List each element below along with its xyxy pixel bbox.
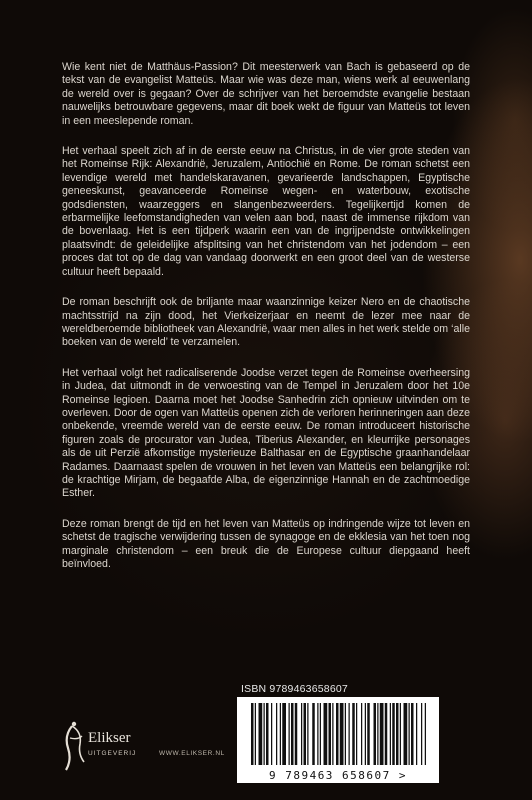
- barcode-bar: [312, 703, 315, 765]
- barcode-bar: [329, 703, 332, 765]
- blurb-paragraph-4: Het verhaal volgt het radicaliserende Joodse verzet tegen de Romeinse overheersing in Judea, dat uitmondt in de verwoesting van de Tempel in Jeruzalem door het 10e Romeinse legioen. Daarna moet het Joodse Sanhedrin zich opnieuw uitvinden om te overleven. Door de ogen van Matteüs openen zich de verloren herinneringen aan deze onbekende, vreemde wereld van de eerste eeuw. De roman introduceert historische figuren zoals de procurator van Judea, Tiberius Alexander, en kleurrijke personages als de uit Perzië afkomstige mysterieuze Balthasar en de Egyptische graanhandelaar Radames. Daarnaast spelen de vrouwen in het leven van Matteüs een belangrijke rol: de krachtige Mirjam, de begaafde Alba, de eigenzinnige Hannah en de zachtmoedige Esther.: [62, 366, 470, 500]
- barcode-bar: [365, 703, 366, 765]
- barcode-bar: [301, 703, 302, 765]
- barcode-bar: [255, 703, 256, 765]
- blurb-paragraph-1: Wie kent niet de Matthäus-Passion? Dit meesterwerk van Bach is gebaseerd op de tekst van de evangelist Matteüs. Maar wie was deze man, wiens werk al eeuwenlang de wereld over is gegaan? Over de schrijver van het beroemdste evangelie bestaan nauwelijks betrouwbare gegevens, maar dit boek wekt de figuur van Matteüs tot leven in een meeslepende roman.: [62, 61, 470, 127]
- barcode-bar: [304, 703, 307, 765]
- barcode-bar: [392, 703, 395, 765]
- barcode-bar: [271, 703, 272, 765]
- barcode-digits: 9 789463 658607 >: [268, 769, 408, 782]
- barcode-bar: [411, 703, 414, 765]
- barcode-bar: [307, 703, 308, 765]
- barcode-bar: [349, 703, 350, 765]
- barcode-bar: [416, 703, 417, 765]
- barcode-bar: [400, 703, 401, 765]
- barcode-bar: [251, 703, 254, 765]
- publisher-name: Elikser: [88, 730, 131, 746]
- barcode-bar: [340, 703, 344, 765]
- barcode-bar: [385, 703, 388, 765]
- barcode-bar: [264, 703, 265, 765]
- barcode-bar: [295, 703, 298, 765]
- barcode-bar: [320, 703, 321, 765]
- barcode-bar: [356, 703, 357, 765]
- barcode-bar: [374, 703, 377, 765]
- barcode-bar: [276, 703, 277, 765]
- barcode-bar: [282, 703, 286, 765]
- barcode-bar: [280, 703, 281, 765]
- barcode-bar: [345, 703, 346, 765]
- barcode-bar: [404, 703, 408, 765]
- barcode-bar: [259, 703, 263, 765]
- barcode-bar: [336, 703, 339, 765]
- barcode-bar: [380, 703, 384, 765]
- barcode-bar: [377, 703, 378, 765]
- barcode-bar: [332, 703, 333, 765]
- barcode-bar: [291, 703, 294, 765]
- barcode-bar: [352, 703, 355, 765]
- barcode-bar: [361, 703, 362, 765]
- publisher-website: WWW.ELIKSER.NL: [159, 750, 225, 757]
- barcode-bar: [396, 703, 399, 765]
- publisher-subtitle: UITGEVERIJ: [88, 750, 137, 757]
- elikser-logo-icon: [60, 718, 150, 778]
- barcode-bar: [425, 703, 426, 765]
- blurb-paragraph-3: De roman beschrijft ook de briljante maar waanzinnige keizer Nero en de chaotische machtsstrijd na zijn dood, het Vierkeizerjaar en neemt de lezer mee naar de wereldberoemde bibliotheek van Alexandrië, waar men alles in het werk stelde om ‘alle boeken van de wereld’ te verzamelen.: [62, 296, 470, 349]
- barcode-bar: [289, 703, 290, 765]
- blurb-paragraph-2: Het verhaal speelt zich af in de eerste eeuw na Christus, in de vier grote steden van het Romeinse Rijk: Alexandrië, Jeruzalem, Antiochië en Rome. De roman schetst een levendige wereld met handelskaravanen, gevarieerde landschappen, Egyptische geneeskunst, geavanceerde Romeinse wegen- en waterbouw, exotische godsdiensten, waarzeggers en slangenbezweerders. Tegelijkertijd komen de erbarmelijke leefomstandigheden van velen aan bod, naast de immense rijkdom van de bovenlaag. Het is een tijdperk waarin een van de ingrijpendste ontwikkelingen plaatsvindt: de geleidelijke afsplitsing van het christendom van het jodendom – een proces dat tot op de dag van vandaag doorwerkt en een groot deel van de westerse cultuur heeft bepaald.: [62, 145, 470, 278]
- barcode-bar: [317, 703, 318, 765]
- barcode-bar: [390, 703, 391, 765]
- barcode-bars: [237, 697, 439, 769]
- isbn-barcode: [237, 697, 439, 783]
- barcode-bar: [324, 703, 328, 765]
- barcode-bar: [409, 703, 410, 765]
- blurb-paragraph-5: Deze roman brengt de tijd en het leven van Matteüs op indringende wijze tot leven en schetst de tragische verwijdering tussen de synagoge en de ekklesia van het toen nog marginale christendom – een breuk die de Europese cultuur diepgaand heeft beïnvloed.: [62, 517, 470, 570]
- barcode-bar: [266, 703, 269, 765]
- barcode-bar: [421, 703, 422, 765]
- back-cover-blurb: [62, 61, 470, 588]
- isbn-label: ISBN 9789463658607: [241, 683, 348, 695]
- barcode-bar: [367, 703, 370, 765]
